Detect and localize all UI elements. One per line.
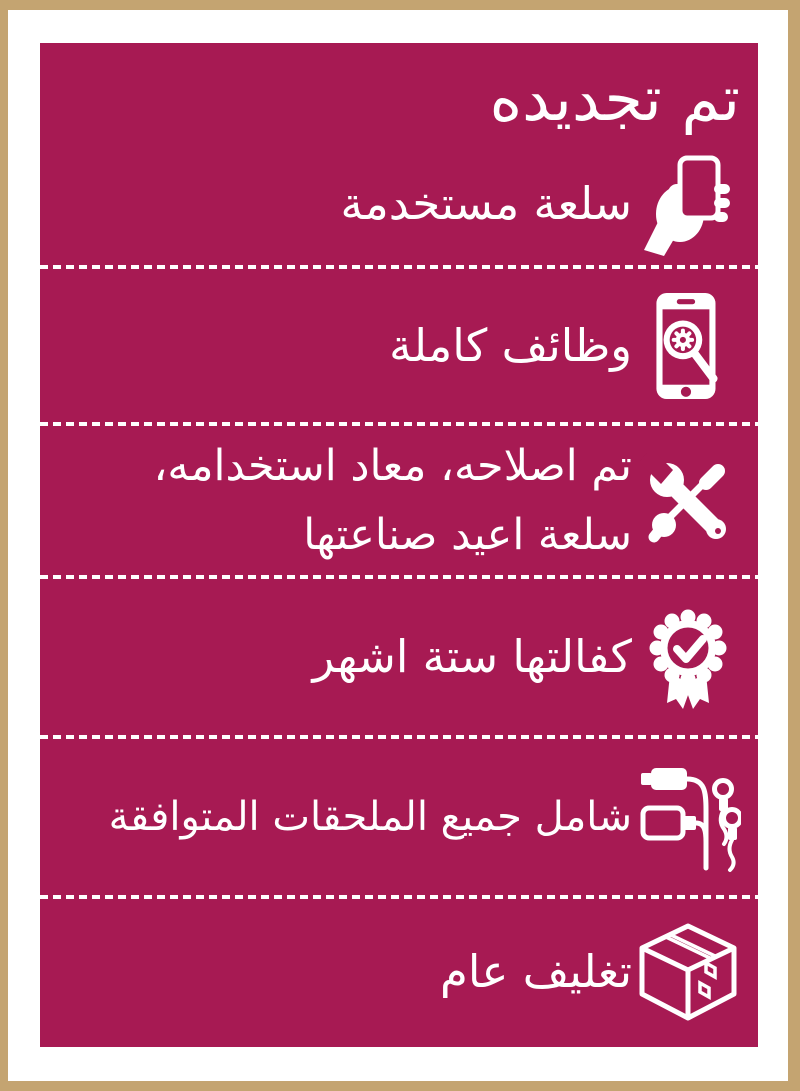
feature-label: سلعة مستخدمة [340,177,632,231]
feature-label: تم اصلاحه، معاد استخدامه، سلعة اعيد صناعتها [153,440,632,560]
refurbished-product-card [40,43,758,1047]
cables-earphones-icon [632,758,744,876]
feature-row-packaging [40,899,758,1044]
package-box-icon [632,920,744,1024]
hand-holding-phone-icon [632,152,744,256]
feature-label: تغليف عام [439,944,632,998]
feature-row-full-functions [40,269,758,422]
warranty-badge-check-icon [632,604,744,710]
feature-label: وظائف كاملة [389,318,632,372]
feature-row-accessories [40,739,758,895]
phone-gear-magnifier-icon [632,291,744,401]
feature-label: شامل جميع الملحقات المتوافقة [108,794,632,840]
wrench-screwdriver-icon [632,453,744,549]
feature-row-used-item [40,143,758,265]
feature-row-repaired [40,426,758,575]
feature-row-warranty [40,579,758,735]
card-title: تم تجديده [489,61,740,135]
feature-label: كفالتها ستة اشهر [312,630,632,684]
